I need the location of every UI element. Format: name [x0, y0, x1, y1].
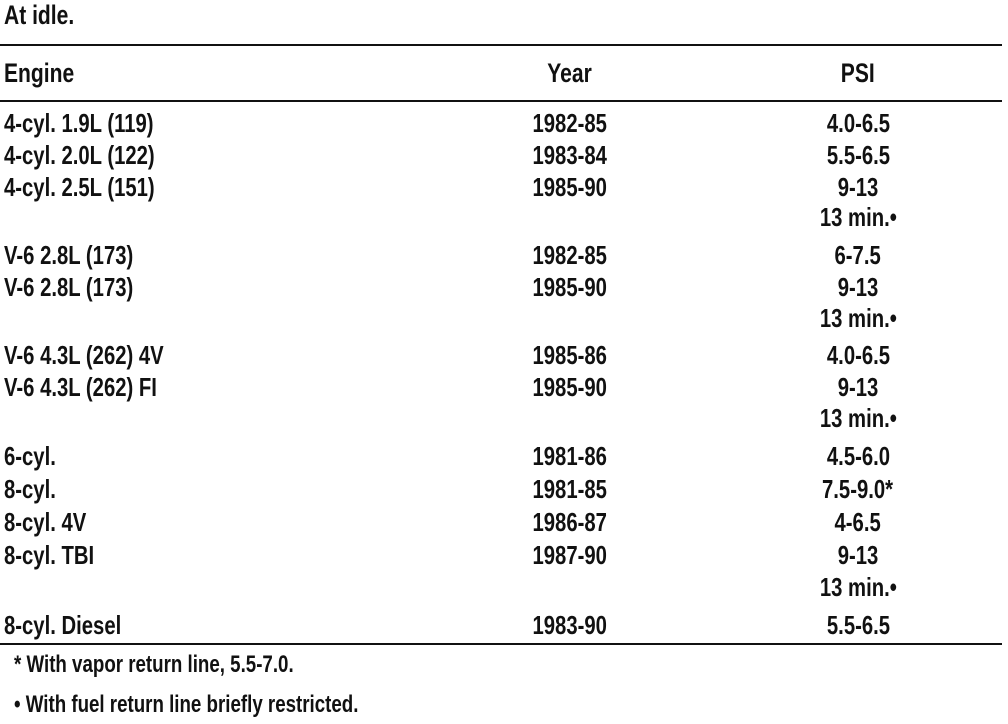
table-cell-psi-text: 13 min.•	[819, 303, 897, 333]
table-cell-psi	[778, 108, 938, 138]
table-cell-psi	[778, 474, 938, 504]
table-cell-engine	[4, 540, 120, 570]
table-cell-psi	[778, 303, 938, 333]
table-cell-year	[505, 108, 635, 138]
table-cell-psi	[778, 507, 938, 537]
table-cell-psi	[778, 572, 938, 602]
table-cell-psi-text: 4.0-6.5	[826, 108, 890, 138]
table-cell-year-text: 1986-87	[532, 507, 608, 537]
table-cell-year	[505, 172, 635, 202]
table-cell-psi-text: 9-13	[837, 172, 879, 202]
table-cell-engine-text: V-6 2.8L (173)	[4, 272, 134, 302]
table-cell-year-text: 1982-85	[532, 108, 608, 138]
column-header-psi-text: PSI	[841, 58, 875, 88]
table-cell-engine	[4, 172, 197, 202]
table-cell-psi	[778, 403, 938, 433]
table-cell-engine-text: 4-cyl. 1.9L (119)	[4, 108, 154, 138]
table-cell-engine-text: 8-cyl. 4V	[4, 507, 87, 537]
table-cell-psi-text: 6-7.5	[834, 240, 882, 270]
table-caption	[4, 0, 94, 32]
table-cell-year	[505, 272, 635, 302]
table-cell-psi	[778, 340, 938, 370]
column-header-engine-text: Engine	[4, 58, 75, 88]
table-cell-engine-text: 8-cyl. TBI	[4, 540, 95, 570]
footnote-asterisk	[14, 650, 373, 680]
table-cell-year-text: 1987-90	[532, 540, 608, 570]
table-cell-year-text: 1985-86	[532, 340, 608, 370]
table-cell-psi	[778, 610, 938, 640]
table-cell-year	[505, 507, 635, 537]
footnote-bullet	[14, 690, 456, 720]
table-cell-psi-text: 4.5-6.0	[826, 441, 890, 471]
table-cell-engine-text: V-6 4.3L (262) FI	[4, 372, 157, 402]
table-cell-psi-text: 4-6.5	[834, 507, 882, 537]
table-cell-psi	[778, 540, 938, 570]
table-cell-psi	[778, 441, 938, 471]
table-cell-year	[505, 610, 635, 640]
footnote-asterisk-text: * With vapor return line, 5.5-7.0.	[14, 651, 294, 678]
table-cell-engine	[4, 441, 71, 471]
table-cell-psi	[778, 140, 938, 170]
table-cell-psi-text: 4.0-6.5	[826, 340, 890, 370]
table-cell-engine-text: V-6 2.8L (173)	[4, 240, 134, 270]
table-cell-engine	[4, 507, 110, 537]
table-cell-year-text: 1985-90	[532, 172, 608, 202]
table-cell-year-text: 1982-85	[532, 240, 608, 270]
table-cell-year	[505, 441, 635, 471]
table-cell-engine	[4, 610, 154, 640]
table-cell-psi-text: 5.5-6.5	[826, 140, 890, 170]
table-cell-psi	[778, 202, 938, 232]
table-cell-year	[505, 474, 635, 504]
column-header-year-text: Year	[547, 58, 593, 88]
table-cell-year	[505, 340, 635, 370]
table-cell-year	[505, 140, 635, 170]
column-header-year	[515, 58, 625, 88]
table-cell-year-text: 1985-90	[532, 272, 608, 302]
table-cell-engine-text: 8-cyl. Diesel	[4, 610, 122, 640]
bottom-rule	[0, 643, 1002, 645]
table-cell-year-text: 1985-90	[532, 372, 608, 402]
table-cell-engine	[4, 372, 200, 402]
table-cell-psi-text: 9-13	[837, 272, 879, 302]
table-cell-year	[505, 372, 635, 402]
table-cell-psi-text: 13 min.•	[819, 202, 897, 232]
table-cell-engine	[4, 240, 170, 270]
table-cell-psi-text: 9-13	[837, 540, 879, 570]
column-header-engine	[4, 58, 94, 88]
table-cell-year	[505, 240, 635, 270]
table-cell-engine-text: V-6 4.3L (262) 4V	[4, 340, 164, 370]
table-cell-year-text: 1981-86	[532, 441, 608, 471]
table-cell-engine-text: 4-cyl. 2.0L (122)	[4, 140, 155, 170]
table-cell-psi	[778, 272, 938, 302]
header-rule	[0, 100, 1002, 102]
table-cell-engine-text: 8-cyl.	[4, 474, 56, 504]
top-rule	[0, 44, 1002, 46]
table-cell-engine	[4, 340, 209, 370]
table-cell-engine-text: 6-cyl.	[4, 441, 56, 471]
table-cell-engine-text: 4-cyl. 2.5L (151)	[4, 172, 155, 202]
table-cell-year-text: 1983-84	[532, 140, 608, 170]
table-cell-engine	[4, 108, 196, 138]
caption-text: At idle.	[4, 0, 75, 30]
table-cell-psi	[778, 372, 938, 402]
table-cell-engine	[4, 272, 170, 302]
table-cell-year-text: 1981-85	[532, 474, 608, 504]
table-cell-psi-text: 5.5-6.5	[826, 610, 890, 640]
table-cell-year-text: 1983-90	[532, 610, 608, 640]
table-cell-psi-text: 7.5-9.0*	[822, 474, 894, 504]
table-cell-psi-text: 13 min.•	[819, 403, 897, 433]
table-cell-engine	[4, 474, 71, 504]
footnote-bullet-text: • With fuel return line briefly restricted.	[14, 691, 359, 718]
table-cell-psi-text: 13 min.•	[819, 572, 897, 602]
table-cell-engine	[4, 140, 197, 170]
table-cell-psi-text: 9-13	[837, 372, 879, 402]
table-cell-year	[505, 540, 635, 570]
table-cell-psi	[778, 240, 938, 270]
table-cell-psi	[778, 172, 938, 202]
column-header-psi	[793, 58, 923, 88]
